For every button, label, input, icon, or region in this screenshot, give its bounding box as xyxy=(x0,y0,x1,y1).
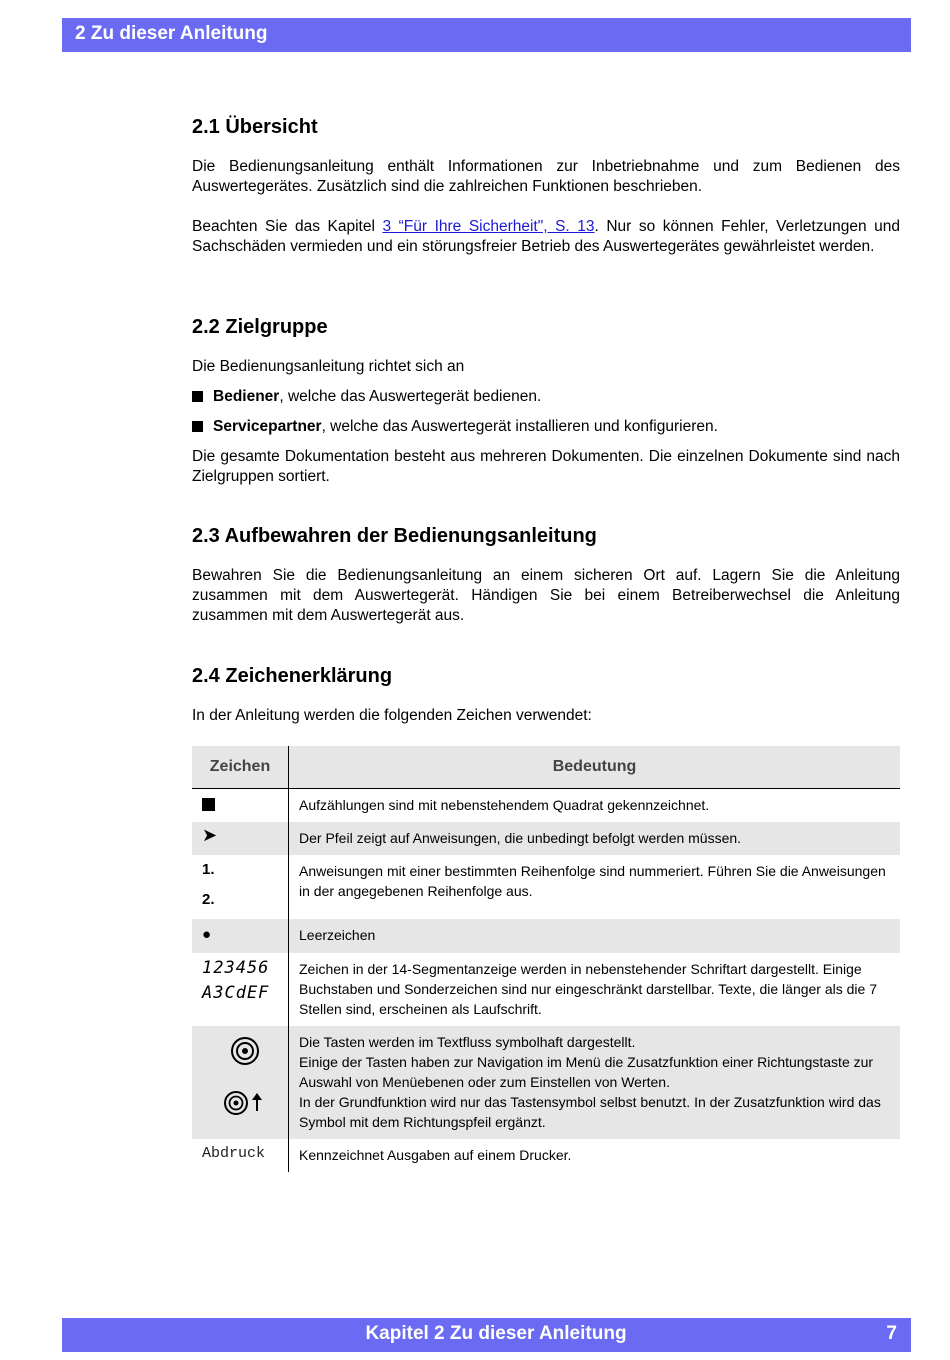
key-button-arrow-up-icon xyxy=(224,1090,268,1116)
section-2-1-paragraph-1: Die Bedienungsanleitung enthält Informationen zur Inbetriebnahme und zum Bedienen des Auswertegerätes. Zusätzlich sind die zahlreichen Funktionen beschrieben. xyxy=(192,158,900,195)
bullet-item-servicepartner xyxy=(192,417,718,437)
key-symbols xyxy=(202,1026,288,1130)
bullet-square-icon xyxy=(192,421,203,432)
symbol-cell xyxy=(192,855,289,919)
section-2-3-paragraph: Bewahren Sie die Bedienungsanleitung an einem sicheren Ort auf. Lagern Sie die Anleitung zusammen mit dem Auswertegerät. Händigen Sie bei einem Betreiberwechsel die Anleitung zusammen mit dem Auswertegerät aus. xyxy=(192,567,900,624)
key-description-line-1: Die Tasten werden im Textfluss symbolhaft dargestellt. xyxy=(299,1033,636,1050)
description-cell: Zeichen in der 14-Segmentanzeige werden in nebenstehender Schriftart dargestellt. Einige Buchstaben und Sonderzeichen sind nur eingeschränkt darstellbar. Texte, die länger als die 7 Stellen sind, erscheinen als Laufschrift. xyxy=(299,960,878,1017)
description-cell: Anweisungen mit einer bestimmten Reihenfolge sind nummeriert. Führen Sie die Anweisungen in der angegebenen Reihenfolge aus. xyxy=(299,862,886,899)
section-2-3-heading: 2.3 Aufbewahren der Bedienungsanleitung xyxy=(192,525,597,547)
section-2-1-paragraph-2 xyxy=(192,217,900,257)
table-row xyxy=(192,789,900,822)
section-2-4-heading: 2.4 Zeichenerklärung xyxy=(192,665,393,687)
key-button-icon xyxy=(230,1036,260,1066)
symbol-legend-table xyxy=(192,746,900,1172)
section-2-1-heading: 2.1 Übersicht xyxy=(192,116,318,138)
table-row xyxy=(192,1139,900,1172)
bullet-text: , welche das Auswertegerät bedienen. xyxy=(279,388,542,405)
bullet-text: , welche das Auswertegerät installieren und konfigurieren. xyxy=(321,418,718,435)
step-number-2: 2. xyxy=(202,890,215,908)
symbol-cell xyxy=(192,1026,289,1139)
segment-display-letters: A3CdEF xyxy=(202,982,270,1003)
safety-chapter-link[interactable]: 3 “Für Ihre Sicherheit", S. 13 xyxy=(382,218,595,235)
symbol-cell xyxy=(192,789,289,822)
table-row xyxy=(192,1026,900,1139)
page-header-title: 2 Zu dieser Anleitung xyxy=(75,23,268,44)
table-header-row xyxy=(192,746,900,789)
table-row xyxy=(192,953,900,1026)
symbol-cell xyxy=(192,1139,289,1172)
paragraph-text-pre: Beachten Sie das Kapitel xyxy=(192,218,383,235)
paragraph-text-post: . Nur so können Fehler, Verletzungen und Sachschäden vermieden und ein störungsfreier Betrieb des Auswertegerätes gewährleistet werden. xyxy=(192,218,900,255)
section-2-4-intro: In der Anleitung werden die folgenden Zeichen verwendet: xyxy=(192,707,592,724)
description-cell: Kennzeichnet Ausgaben auf einem Drucker. xyxy=(299,1146,572,1163)
symbol-cell xyxy=(192,919,289,953)
page-number: 7 xyxy=(886,1323,897,1344)
column-header-zeichen: Zeichen xyxy=(192,746,289,789)
key-description-line-3: In der Grundfunktion wird nur das Tastensymbol selbst benutzt. In der Zusatzfunktion wird das Symbol mit dem Richtungspfeil ergänzt. xyxy=(299,1093,881,1130)
symbol-cell xyxy=(192,953,289,1026)
bullet-square-icon xyxy=(192,391,203,402)
table-row xyxy=(192,855,900,919)
bullet-bold-label: Bediener xyxy=(213,388,280,405)
description-cell: Leerzeichen xyxy=(289,919,901,953)
key-description-line-2: Einige der Tasten haben zur Navigation im Menü die Zusatzfunktion einer Richtungstaste zur Auswahl von Menüebenen oder zum Einstellen von Werten. xyxy=(299,1053,874,1090)
page-footer-bar xyxy=(62,1318,911,1352)
description-cell: Aufzählungen sind mit nebenstehendem Quadrat gekennzeichnet. xyxy=(299,797,710,813)
section-2-2-paragraph: Die gesamte Dokumentation besteht aus mehreren Dokumenten. Die einzelnen Dokumente sind nach Zielgruppen sortiert. xyxy=(192,448,900,485)
arrow-icon: ➤ xyxy=(202,824,218,845)
bullet-square-icon xyxy=(202,798,215,811)
description-cell xyxy=(289,1026,901,1139)
table-row xyxy=(192,919,900,953)
printer-output-sample: Abdruck xyxy=(202,1144,266,1162)
description-cell: Der Pfeil zeigt auf Anweisungen, die unbedingt befolgt werden müssen. xyxy=(289,822,901,855)
section-2-2-heading: 2.2 Zielgruppe xyxy=(192,316,328,338)
bullet-bold-label: Servicepartner xyxy=(213,418,322,435)
page-header-bar xyxy=(62,18,911,52)
column-header-bedeutung: Bedeutung xyxy=(289,746,901,789)
segment-display-digits: 123456 xyxy=(202,957,270,978)
symbol-cell xyxy=(192,822,289,855)
table-row xyxy=(192,822,900,855)
section-2-2-intro: Die Bedienungsanleitung richtet sich an xyxy=(192,358,465,375)
footer-chapter-title: Kapitel 2 Zu dieser Anleitung xyxy=(365,1323,627,1344)
bullet-item-bediener xyxy=(192,387,541,407)
blank-dot-icon: ● xyxy=(202,925,212,943)
step-number-1: 1. xyxy=(202,860,215,878)
